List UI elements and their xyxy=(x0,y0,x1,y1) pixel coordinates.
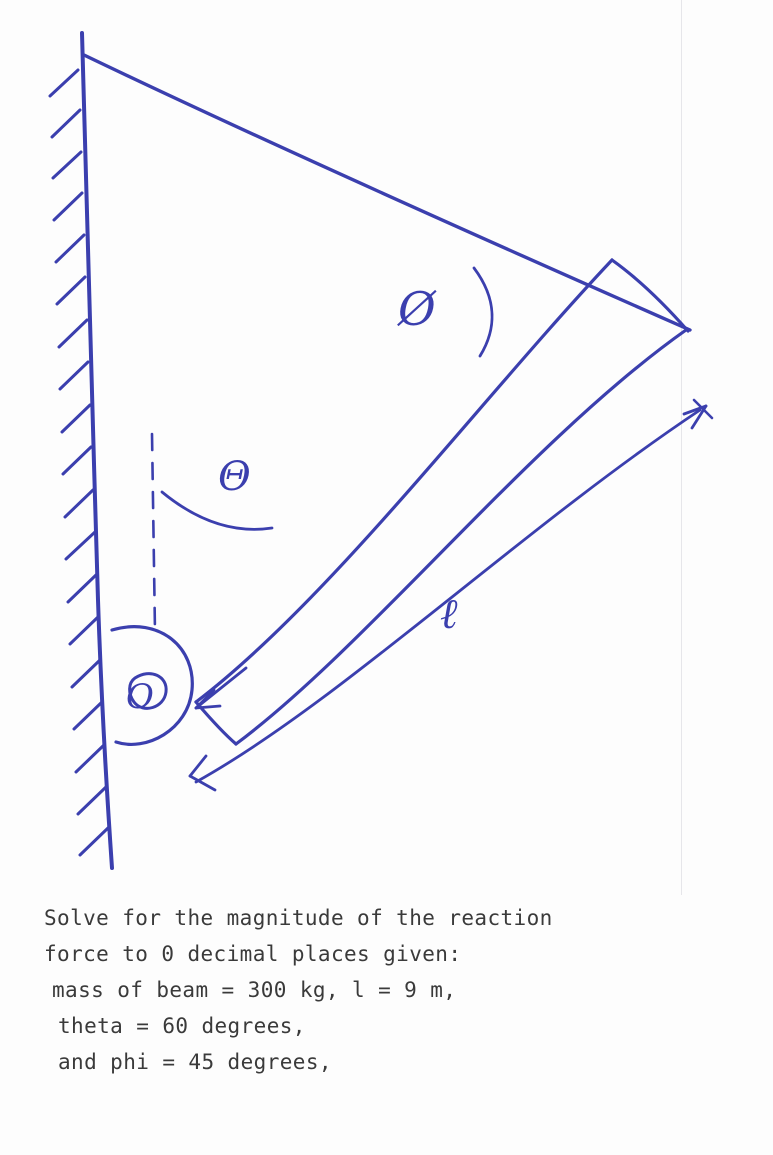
problem-line-5: and phi = 45 degrees, xyxy=(58,1050,332,1074)
problem-statement xyxy=(0,900,773,1080)
problem-line-2: force to 0 decimal places given: xyxy=(44,942,462,966)
label-length: ℓ xyxy=(440,589,458,638)
problem-line-4: theta = 60 degrees, xyxy=(58,1014,306,1038)
problem-line-1: Solve for the magnitude of the reaction xyxy=(44,906,553,930)
problem-line-3: mass of beam = 300 kg, l = 9 m, xyxy=(52,978,457,1002)
label-phi: Ø xyxy=(398,282,436,336)
label-hinge: O xyxy=(126,677,154,717)
label-theta: Θ xyxy=(218,454,251,500)
